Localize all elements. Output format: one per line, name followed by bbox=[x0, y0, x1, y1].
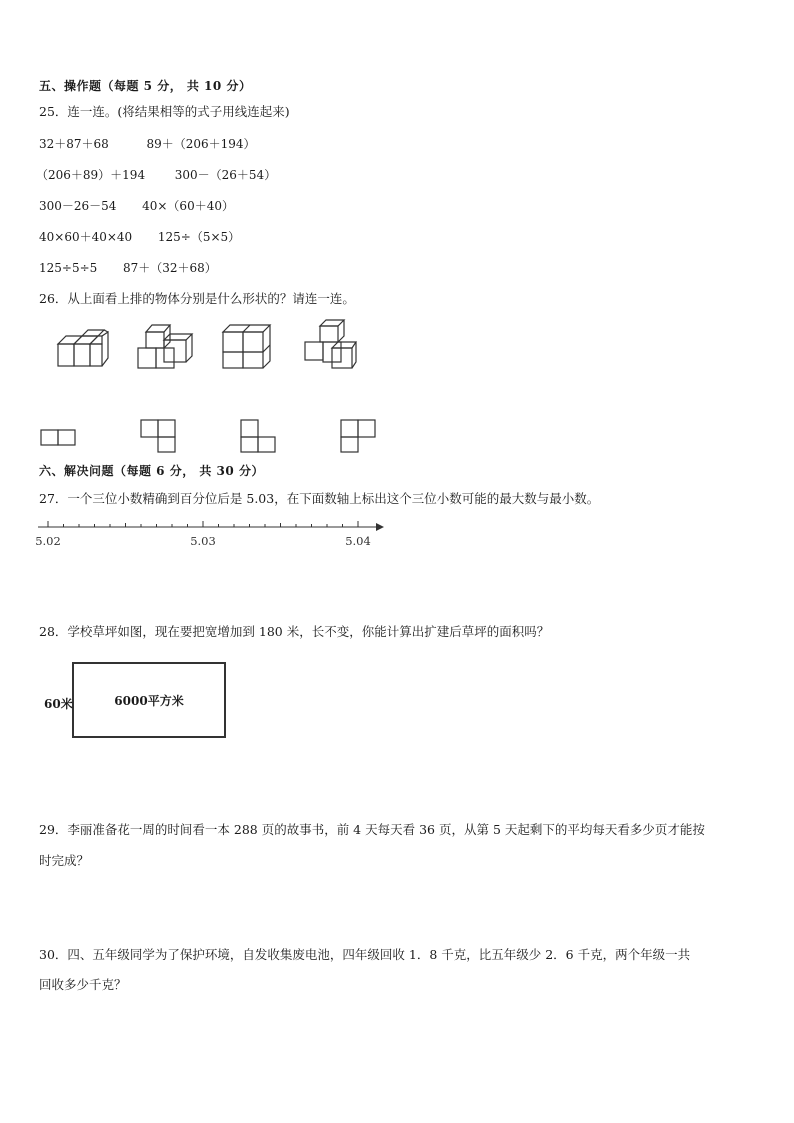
number-line-tick-label: 5.02 bbox=[35, 534, 61, 548]
block-figure-4 bbox=[305, 320, 356, 368]
expression-row bbox=[39, 229, 240, 245]
section-6-heading: 六、解决问题（每题 6 分， 共 30 分） bbox=[39, 464, 264, 478]
lawn-width-label: 60米 bbox=[44, 697, 73, 711]
question-30-prompt: 30．四、五年级同学为了保护环境，自发收集废电池，四年级回收 1．8 千克，比五年级少 2．6 千克，两个年级一共 bbox=[39, 947, 691, 962]
top-view-shape-2 bbox=[141, 420, 175, 452]
lawn-area-label: 6000平方米 bbox=[114, 694, 184, 708]
question-28-prompt: 28．学校草坪如图，现在要把宽增加到 180 米，长不变，你能计算出扩建后草坪的面积吗？ bbox=[39, 624, 550, 639]
block-figure-1 bbox=[58, 330, 108, 366]
top-view-shape-4 bbox=[341, 420, 375, 452]
top-view-shape-1 bbox=[41, 430, 75, 445]
expression-right: 89＋（206＋194） bbox=[146, 137, 256, 151]
question-29-prompt-continued: 时完成？ bbox=[39, 853, 90, 868]
expression-left: 125÷5÷5 bbox=[39, 261, 98, 275]
top-view-shapes bbox=[38, 415, 378, 457]
number-line-tick-label: 5.03 bbox=[190, 534, 216, 548]
expression-row bbox=[39, 198, 234, 214]
question-25-prompt: 25．连一连。(将结果相等的式子用线连起来) bbox=[39, 104, 290, 119]
expression-left: （206＋89）＋194 bbox=[36, 168, 146, 182]
section-5-heading: 五、操作题（每题 5 分， 共 10 分） bbox=[39, 79, 252, 93]
question-27-prompt: 27．一个三位小数精确到百分位后是 5.03，在下面数轴上标出这个三位小数可能的最大数与最小数。 bbox=[39, 491, 600, 506]
expression-left: 40×60＋40×40 bbox=[39, 230, 133, 244]
top-view-shape-3 bbox=[241, 420, 275, 452]
expression-right: 300－（26＋54） bbox=[174, 168, 277, 182]
block-figure-2 bbox=[138, 325, 192, 368]
expression-right: 40×（60＋40） bbox=[142, 199, 234, 213]
question-30-prompt-continued: 回收多少千克？ bbox=[39, 977, 127, 992]
expression-row bbox=[39, 136, 256, 152]
expression-left: 32＋87＋68 bbox=[39, 137, 109, 151]
expression-row bbox=[39, 260, 217, 276]
question-26-prompt: 26．从上面看上排的物体分别是什么形状的？请连一连。 bbox=[39, 291, 355, 306]
expression-right: 125÷（5×5） bbox=[157, 230, 241, 244]
expression-row bbox=[36, 167, 276, 183]
expression-right: 87＋（32＋68） bbox=[122, 261, 217, 275]
number-line-arrow bbox=[376, 523, 384, 531]
expression-left: 300－26－54 bbox=[39, 199, 117, 213]
question-29-prompt: 29．李丽准备花一周的时间看一本 288 页的故事书，前 4 天每天看 36 页，从第 5 天起剩下的平均每天看多少页才能按 bbox=[39, 822, 705, 837]
lawn-rectangle bbox=[72, 662, 226, 738]
number-line bbox=[36, 518, 386, 554]
number-line-tick-label: 5.04 bbox=[345, 534, 371, 548]
block-figures bbox=[50, 320, 380, 375]
block-figure-3 bbox=[223, 325, 270, 368]
